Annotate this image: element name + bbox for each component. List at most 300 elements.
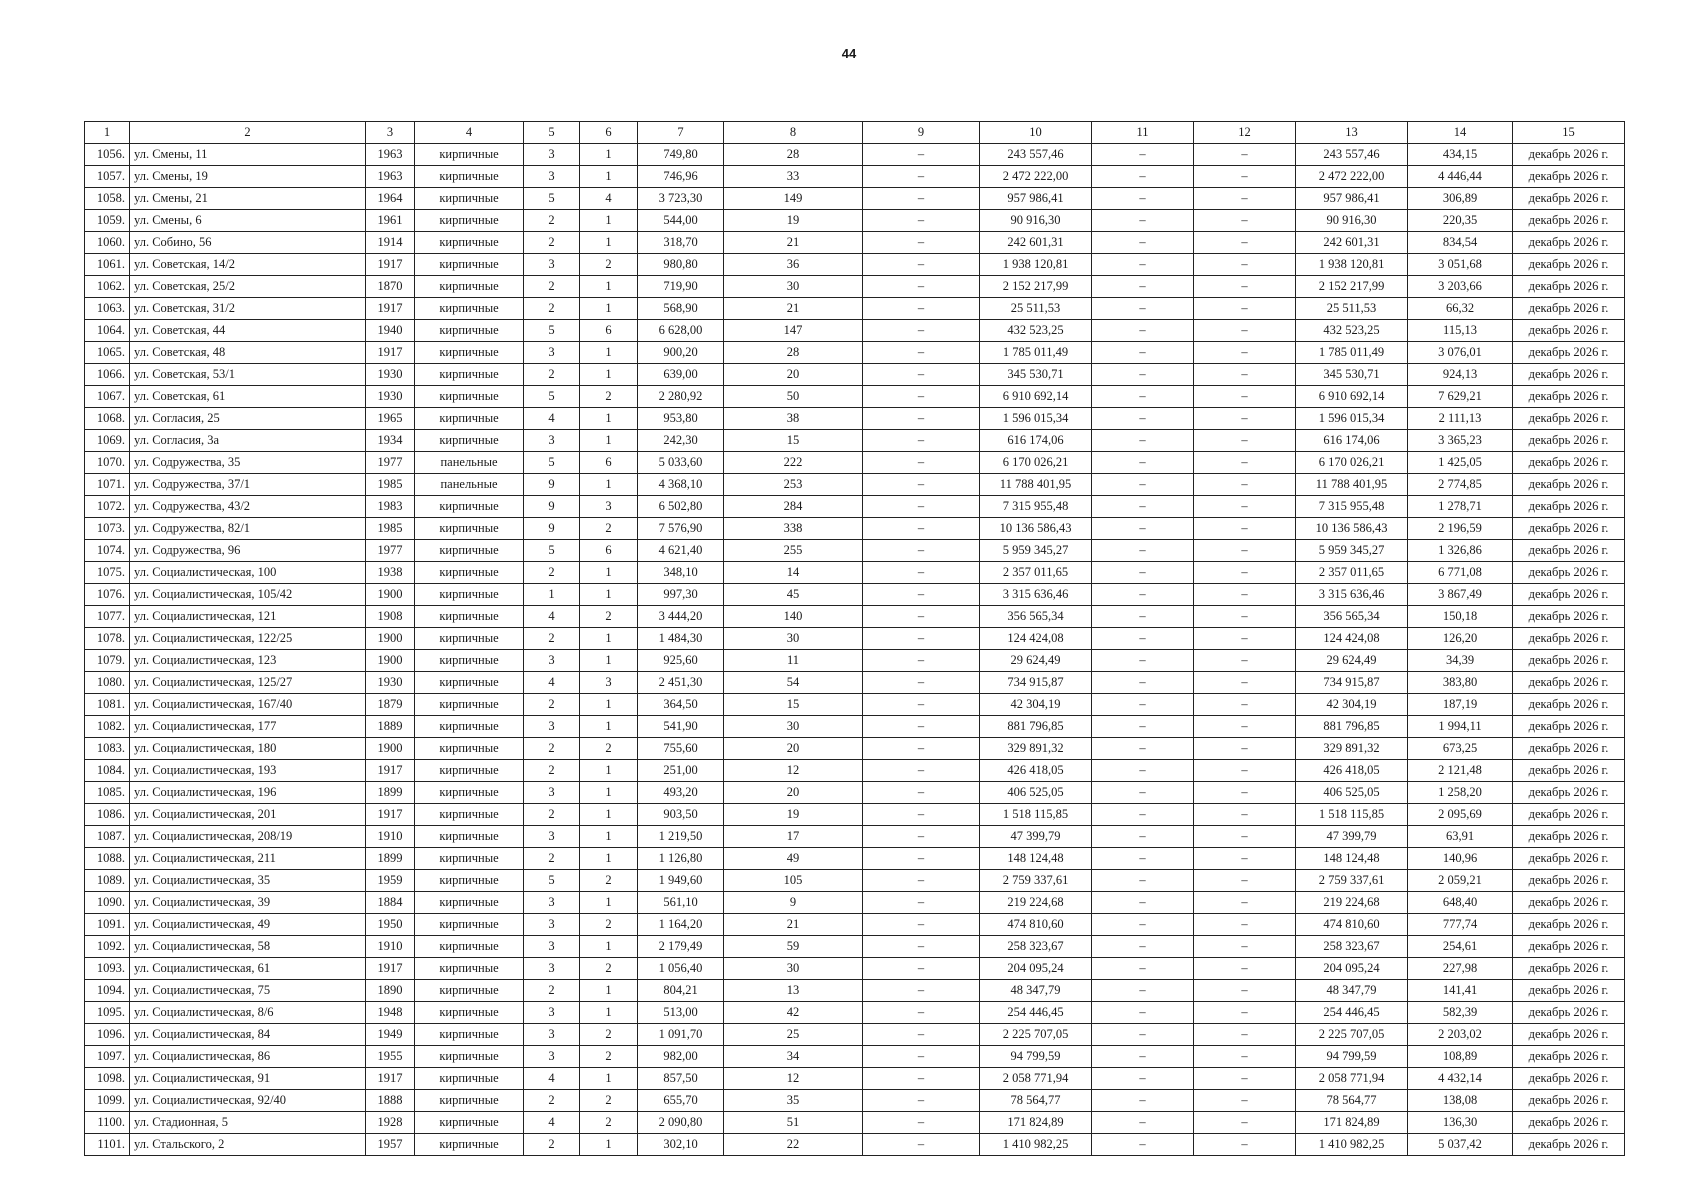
table-cell: 3 xyxy=(524,936,580,958)
table-cell: 834,54 xyxy=(1408,232,1513,254)
table-cell: 2 058 771,94 xyxy=(1296,1068,1408,1090)
table-cell: 2 xyxy=(524,848,580,870)
table-cell: – xyxy=(1092,496,1194,518)
table-cell: 1060. xyxy=(85,232,130,254)
table-cell: 3 076,01 xyxy=(1408,342,1513,364)
table-cell: 881 796,85 xyxy=(1296,716,1408,738)
table-cell: 251,00 xyxy=(638,760,724,782)
table-cell: кирпичные xyxy=(415,430,524,452)
table-cell: 2 xyxy=(580,606,638,628)
table-cell: 6 xyxy=(580,320,638,342)
column-header: 5 xyxy=(524,122,580,144)
table-cell: 734 915,87 xyxy=(1296,672,1408,694)
table-cell: ул. Социалистическая, 125/27 xyxy=(130,672,366,694)
table-cell: 29 624,49 xyxy=(980,650,1092,672)
table-cell: – xyxy=(1194,1024,1296,1046)
table-cell: 1938 xyxy=(366,562,415,584)
table-cell: ул. Социалистическая, 193 xyxy=(130,760,366,782)
table-cell: 1963 xyxy=(366,144,415,166)
table-cell: кирпичные xyxy=(415,232,524,254)
table-cell: декабрь 2026 г. xyxy=(1513,342,1625,364)
table-cell: 2 xyxy=(524,298,580,320)
table-cell: кирпичные xyxy=(415,1112,524,1134)
table-row xyxy=(85,474,1625,496)
table-cell: – xyxy=(863,452,980,474)
table-cell: 1076. xyxy=(85,584,130,606)
table-cell: 348,10 xyxy=(638,562,724,584)
table-cell: кирпичные xyxy=(415,364,524,386)
table-cell: – xyxy=(1194,804,1296,826)
table-cell: 1961 xyxy=(366,210,415,232)
header-row xyxy=(85,122,1625,144)
table-cell: 1 xyxy=(524,584,580,606)
table-cell: 3 867,49 xyxy=(1408,584,1513,606)
table-cell: декабрь 2026 г. xyxy=(1513,760,1625,782)
table-cell: 3 xyxy=(524,254,580,276)
table-cell: 1948 xyxy=(366,1002,415,1024)
table-cell: ул. Согласия, 25 xyxy=(130,408,366,430)
table-cell: 1 994,11 xyxy=(1408,716,1513,738)
table-cell: декабрь 2026 г. xyxy=(1513,210,1625,232)
table-cell: – xyxy=(863,804,980,826)
table-cell: – xyxy=(1194,628,1296,650)
table-cell: панельные xyxy=(415,452,524,474)
table-cell: 383,80 xyxy=(1408,672,1513,694)
table-cell: – xyxy=(863,210,980,232)
table-cell: 673,25 xyxy=(1408,738,1513,760)
table-cell: ул. Советская, 61 xyxy=(130,386,366,408)
table-cell: декабрь 2026 г. xyxy=(1513,254,1625,276)
table-cell: 3 xyxy=(524,892,580,914)
table-cell: 1917 xyxy=(366,804,415,826)
table-cell: – xyxy=(863,540,980,562)
table-cell: – xyxy=(863,892,980,914)
table-cell: декабрь 2026 г. xyxy=(1513,606,1625,628)
table-cell: 2 xyxy=(524,1134,580,1156)
table-cell: декабрь 2026 г. xyxy=(1513,584,1625,606)
table-cell: 329 891,32 xyxy=(980,738,1092,760)
table-cell: 1093. xyxy=(85,958,130,980)
table-cell: 6 170 026,21 xyxy=(1296,452,1408,474)
table-cell: 1 596 015,34 xyxy=(1296,408,1408,430)
column-header: 13 xyxy=(1296,122,1408,144)
table-cell: декабрь 2026 г. xyxy=(1513,936,1625,958)
table-cell: – xyxy=(1092,342,1194,364)
table-cell: 474 810,60 xyxy=(980,914,1092,936)
table-cell: 4 446,44 xyxy=(1408,166,1513,188)
table-cell: 2 xyxy=(524,1090,580,1112)
table-cell: 2 058 771,94 xyxy=(980,1068,1092,1090)
table-cell: 3 xyxy=(524,826,580,848)
table-cell: 49 xyxy=(724,848,863,870)
column-header: 14 xyxy=(1408,122,1513,144)
table-cell: ул. Социалистическая, 196 xyxy=(130,782,366,804)
table-cell: 13 xyxy=(724,980,863,1002)
table-cell: 746,96 xyxy=(638,166,724,188)
table-cell: – xyxy=(1092,386,1194,408)
table-row xyxy=(85,628,1625,650)
table-cell: 171 824,89 xyxy=(980,1112,1092,1134)
table-cell: – xyxy=(1092,452,1194,474)
table-cell: 220,35 xyxy=(1408,210,1513,232)
table-cell: 2 121,48 xyxy=(1408,760,1513,782)
table-cell: ул. Советская, 31/2 xyxy=(130,298,366,320)
table-cell: 2 225 707,05 xyxy=(1296,1024,1408,1046)
table-cell: 2 357 011,65 xyxy=(980,562,1092,584)
table-cell: 3 xyxy=(524,782,580,804)
table-cell: – xyxy=(1092,540,1194,562)
table-cell: декабрь 2026 г. xyxy=(1513,188,1625,210)
table-cell: 513,00 xyxy=(638,1002,724,1024)
table-row xyxy=(85,452,1625,474)
table-cell: 1957 xyxy=(366,1134,415,1156)
table-cell: 3 xyxy=(524,650,580,672)
table-row xyxy=(85,408,1625,430)
table-cell: – xyxy=(1092,738,1194,760)
table-cell: – xyxy=(1092,914,1194,936)
table-cell: 345 530,71 xyxy=(1296,364,1408,386)
table-cell: – xyxy=(863,628,980,650)
table-cell: – xyxy=(1092,958,1194,980)
table-cell: – xyxy=(1092,1112,1194,1134)
table-cell: ул. Смены, 6 xyxy=(130,210,366,232)
table-cell: 1100. xyxy=(85,1112,130,1134)
column-header: 7 xyxy=(638,122,724,144)
table-cell: 2 xyxy=(524,804,580,826)
table-cell: декабрь 2026 г. xyxy=(1513,518,1625,540)
table-cell: 2 xyxy=(524,210,580,232)
table-cell: декабрь 2026 г. xyxy=(1513,1112,1625,1134)
table-cell: 149 xyxy=(724,188,863,210)
table-row xyxy=(85,1112,1625,1134)
table-cell: – xyxy=(1092,650,1194,672)
table-cell: 1 xyxy=(580,980,638,1002)
table-cell: 1910 xyxy=(366,826,415,848)
table-cell: – xyxy=(1092,1090,1194,1112)
table-cell: декабрь 2026 г. xyxy=(1513,298,1625,320)
table-cell: 1917 xyxy=(366,342,415,364)
table-cell: 568,90 xyxy=(638,298,724,320)
table-cell: 33 xyxy=(724,166,863,188)
table-cell: 1077. xyxy=(85,606,130,628)
table-cell: 406 525,05 xyxy=(1296,782,1408,804)
table-cell: – xyxy=(863,936,980,958)
table-cell: ул. Содружества, 35 xyxy=(130,452,366,474)
table-cell: 2 xyxy=(524,628,580,650)
table-cell: кирпичные xyxy=(415,760,524,782)
table-cell: 2 xyxy=(580,1090,638,1112)
table-cell: 1081. xyxy=(85,694,130,716)
table-cell: 749,80 xyxy=(638,144,724,166)
table-row xyxy=(85,716,1625,738)
table-cell: 3 xyxy=(524,1024,580,1046)
table-cell: 35 xyxy=(724,1090,863,1112)
table-cell: декабрь 2026 г. xyxy=(1513,1046,1625,1068)
table-cell: – xyxy=(1194,980,1296,1002)
table-cell: ул. Смены, 19 xyxy=(130,166,366,188)
table-cell: 1959 xyxy=(366,870,415,892)
table-cell: декабрь 2026 г. xyxy=(1513,716,1625,738)
table-cell: – xyxy=(1194,144,1296,166)
table-cell: ул. Стальского, 2 xyxy=(130,1134,366,1156)
table-cell: 924,13 xyxy=(1408,364,1513,386)
table-cell: панельные xyxy=(415,474,524,496)
table-cell: 38 xyxy=(724,408,863,430)
table-cell: 242 601,31 xyxy=(980,232,1092,254)
table-row xyxy=(85,496,1625,518)
table-cell: 777,74 xyxy=(1408,914,1513,936)
table-cell: 2 059,21 xyxy=(1408,870,1513,892)
table-cell: – xyxy=(1092,848,1194,870)
table-cell: 1985 xyxy=(366,474,415,496)
table-cell: кирпичные xyxy=(415,782,524,804)
table-cell: 2 472 222,00 xyxy=(1296,166,1408,188)
table-cell: 2 xyxy=(580,1046,638,1068)
table-cell: – xyxy=(863,1134,980,1156)
table-cell: 2 451,30 xyxy=(638,672,724,694)
table-cell: 4 xyxy=(524,672,580,694)
table-cell: – xyxy=(863,584,980,606)
page-number: 44 xyxy=(841,46,857,61)
table-cell: – xyxy=(863,408,980,430)
table-cell: кирпичные xyxy=(415,694,524,716)
table-cell: 1 785 011,49 xyxy=(1296,342,1408,364)
table-cell: 1094. xyxy=(85,980,130,1002)
table-cell: – xyxy=(863,716,980,738)
table-cell: 258 323,67 xyxy=(1296,936,1408,958)
table-cell: 1934 xyxy=(366,430,415,452)
column-header: 3 xyxy=(366,122,415,144)
table-cell: 1917 xyxy=(366,958,415,980)
table-cell: 1 938 120,81 xyxy=(980,254,1092,276)
table-cell: 719,90 xyxy=(638,276,724,298)
table-cell: 126,20 xyxy=(1408,628,1513,650)
table-cell: 639,00 xyxy=(638,364,724,386)
table-cell: – xyxy=(1092,276,1194,298)
table-cell: – xyxy=(1092,408,1194,430)
table-cell: декабрь 2026 г. xyxy=(1513,1090,1625,1112)
table-cell: – xyxy=(863,1090,980,1112)
table-cell: 1078. xyxy=(85,628,130,650)
table-cell: 21 xyxy=(724,914,863,936)
table-cell: 6 170 026,21 xyxy=(980,452,1092,474)
table-cell: 30 xyxy=(724,628,863,650)
table-cell: 78 564,77 xyxy=(1296,1090,1408,1112)
table-cell: ул. Социалистическая, 84 xyxy=(130,1024,366,1046)
table-row xyxy=(85,1002,1625,1024)
table-cell: 1095. xyxy=(85,1002,130,1024)
table-cell: 1914 xyxy=(366,232,415,254)
table-cell: 17 xyxy=(724,826,863,848)
table-cell: 2 095,69 xyxy=(1408,804,1513,826)
table-cell: – xyxy=(863,914,980,936)
table-cell: 3 365,23 xyxy=(1408,430,1513,452)
table-row xyxy=(85,980,1625,1002)
table-cell: 140,96 xyxy=(1408,848,1513,870)
table-cell: 3 xyxy=(524,342,580,364)
table-cell: 655,70 xyxy=(638,1090,724,1112)
table-cell: 1 xyxy=(580,364,638,386)
table-cell: 1065. xyxy=(85,342,130,364)
table-cell: 1086. xyxy=(85,804,130,826)
table-cell: 1 xyxy=(580,342,638,364)
table-cell: 284 xyxy=(724,496,863,518)
table-cell: 1910 xyxy=(366,936,415,958)
table-cell: 21 xyxy=(724,298,863,320)
table-cell: 94 799,59 xyxy=(1296,1046,1408,1068)
table-row xyxy=(85,892,1625,914)
table-cell: – xyxy=(1092,298,1194,320)
table-cell: 11 xyxy=(724,650,863,672)
table-cell: 20 xyxy=(724,738,863,760)
table-cell: 1 410 982,25 xyxy=(980,1134,1092,1156)
table-cell: ул. Социалистическая, 39 xyxy=(130,892,366,914)
table-cell: 1 484,30 xyxy=(638,628,724,650)
table-row xyxy=(85,914,1625,936)
table-cell: ул. Содружества, 37/1 xyxy=(130,474,366,496)
table-cell: 7 576,90 xyxy=(638,518,724,540)
table-cell: 11 788 401,95 xyxy=(1296,474,1408,496)
table-cell: – xyxy=(1092,320,1194,342)
table-cell: ул. Социалистическая, 86 xyxy=(130,1046,366,1068)
table-cell: 4 xyxy=(524,1112,580,1134)
table-cell: 187,19 xyxy=(1408,694,1513,716)
column-header: 15 xyxy=(1513,122,1625,144)
table-cell: 1071. xyxy=(85,474,130,496)
table-cell: кирпичные xyxy=(415,276,524,298)
table-cell: – xyxy=(863,650,980,672)
table-cell: – xyxy=(1194,562,1296,584)
table-cell: 1 xyxy=(580,782,638,804)
table-cell: – xyxy=(1092,606,1194,628)
table-cell: кирпичные xyxy=(415,562,524,584)
table-cell: декабрь 2026 г. xyxy=(1513,562,1625,584)
table-cell: – xyxy=(1194,232,1296,254)
column-header: 10 xyxy=(980,122,1092,144)
table-cell: 1 518 115,85 xyxy=(980,804,1092,826)
table-cell: – xyxy=(1092,364,1194,386)
table-cell: 734 915,87 xyxy=(980,672,1092,694)
table-cell: кирпичные xyxy=(415,1134,524,1156)
table-cell: 48 347,79 xyxy=(1296,980,1408,1002)
table-cell: – xyxy=(1092,562,1194,584)
table-cell: 1 xyxy=(580,166,638,188)
table-cell: 1917 xyxy=(366,760,415,782)
table-cell: кирпичные xyxy=(415,892,524,914)
table-cell: 3 051,68 xyxy=(1408,254,1513,276)
table-cell: 50 xyxy=(724,386,863,408)
table-cell: – xyxy=(1092,782,1194,804)
table-cell: ул. Социалистическая, 92/40 xyxy=(130,1090,366,1112)
table-cell: 616 174,06 xyxy=(1296,430,1408,452)
table-cell: 253 xyxy=(724,474,863,496)
table-row xyxy=(85,1046,1625,1068)
table-cell: 54 xyxy=(724,672,863,694)
table-row xyxy=(85,364,1625,386)
table-cell: 2 xyxy=(524,760,580,782)
table-cell: ул. Социалистическая, 123 xyxy=(130,650,366,672)
table-cell: – xyxy=(1092,892,1194,914)
table-cell: 3 xyxy=(524,1046,580,1068)
table-cell: декабрь 2026 г. xyxy=(1513,166,1625,188)
table-cell: – xyxy=(1092,210,1194,232)
table-cell: 1074. xyxy=(85,540,130,562)
table-cell: 432 523,25 xyxy=(1296,320,1408,342)
table-cell: ул. Социалистическая, 58 xyxy=(130,936,366,958)
table-cell: – xyxy=(1092,936,1194,958)
table-cell: 2 xyxy=(580,958,638,980)
column-header: 12 xyxy=(1194,122,1296,144)
table-cell: 1 410 982,25 xyxy=(1296,1134,1408,1156)
table-cell: ул. Социалистическая, 180 xyxy=(130,738,366,760)
table-cell: 7 315 955,48 xyxy=(1296,496,1408,518)
table-cell: декабрь 2026 г. xyxy=(1513,540,1625,562)
table-cell: 22 xyxy=(724,1134,863,1156)
table-cell: 1 949,60 xyxy=(638,870,724,892)
housing-registry-table xyxy=(84,121,1625,1156)
table-cell: – xyxy=(1194,1090,1296,1112)
table-cell: 1061. xyxy=(85,254,130,276)
table-header xyxy=(85,122,1625,144)
table-cell: 42 xyxy=(724,1002,863,1024)
table-cell: 1908 xyxy=(366,606,415,628)
table-cell: ул. Смены, 11 xyxy=(130,144,366,166)
table-cell: кирпичные xyxy=(415,254,524,276)
table-cell: 1098. xyxy=(85,1068,130,1090)
table-cell: – xyxy=(1194,716,1296,738)
table-cell: декабрь 2026 г. xyxy=(1513,980,1625,1002)
table-cell: 1890 xyxy=(366,980,415,1002)
table-cell: декабрь 2026 г. xyxy=(1513,650,1625,672)
column-header: 1 xyxy=(85,122,130,144)
table-cell: декабрь 2026 г. xyxy=(1513,1024,1625,1046)
table-row xyxy=(85,694,1625,716)
table-cell: – xyxy=(863,1046,980,1068)
table-cell: 544,00 xyxy=(638,210,724,232)
table-cell: 3 315 636,46 xyxy=(980,584,1092,606)
table-cell: 426 418,05 xyxy=(1296,760,1408,782)
table-cell: – xyxy=(1194,584,1296,606)
column-header: 2 xyxy=(130,122,366,144)
table-cell: – xyxy=(1092,232,1194,254)
table-cell: 426 418,05 xyxy=(980,760,1092,782)
table-row xyxy=(85,826,1625,848)
table-cell: ул. Социалистическая, 61 xyxy=(130,958,366,980)
table-cell: 982,00 xyxy=(638,1046,724,1068)
table-cell: 434,15 xyxy=(1408,144,1513,166)
table-row xyxy=(85,562,1625,584)
table-cell: 1985 xyxy=(366,518,415,540)
table-cell: – xyxy=(863,958,980,980)
table-cell: 19 xyxy=(724,804,863,826)
table-cell: ул. Социалистическая, 177 xyxy=(130,716,366,738)
table-cell: – xyxy=(1092,1134,1194,1156)
table-cell: 925,60 xyxy=(638,650,724,672)
table-cell: 140 xyxy=(724,606,863,628)
table-cell: 5 959 345,27 xyxy=(1296,540,1408,562)
table-cell: – xyxy=(1092,1002,1194,1024)
table-cell: 11 788 401,95 xyxy=(980,474,1092,496)
table-cell: 204 095,24 xyxy=(1296,958,1408,980)
table-cell: 1 xyxy=(580,760,638,782)
table-cell: 1 xyxy=(580,210,638,232)
table-cell: ул. Социалистическая, 35 xyxy=(130,870,366,892)
table-cell: 2 xyxy=(524,276,580,298)
table-cell: 1977 xyxy=(366,540,415,562)
table-cell: – xyxy=(863,430,980,452)
table-cell: 258 323,67 xyxy=(980,936,1092,958)
table-cell: 345 530,71 xyxy=(980,364,1092,386)
